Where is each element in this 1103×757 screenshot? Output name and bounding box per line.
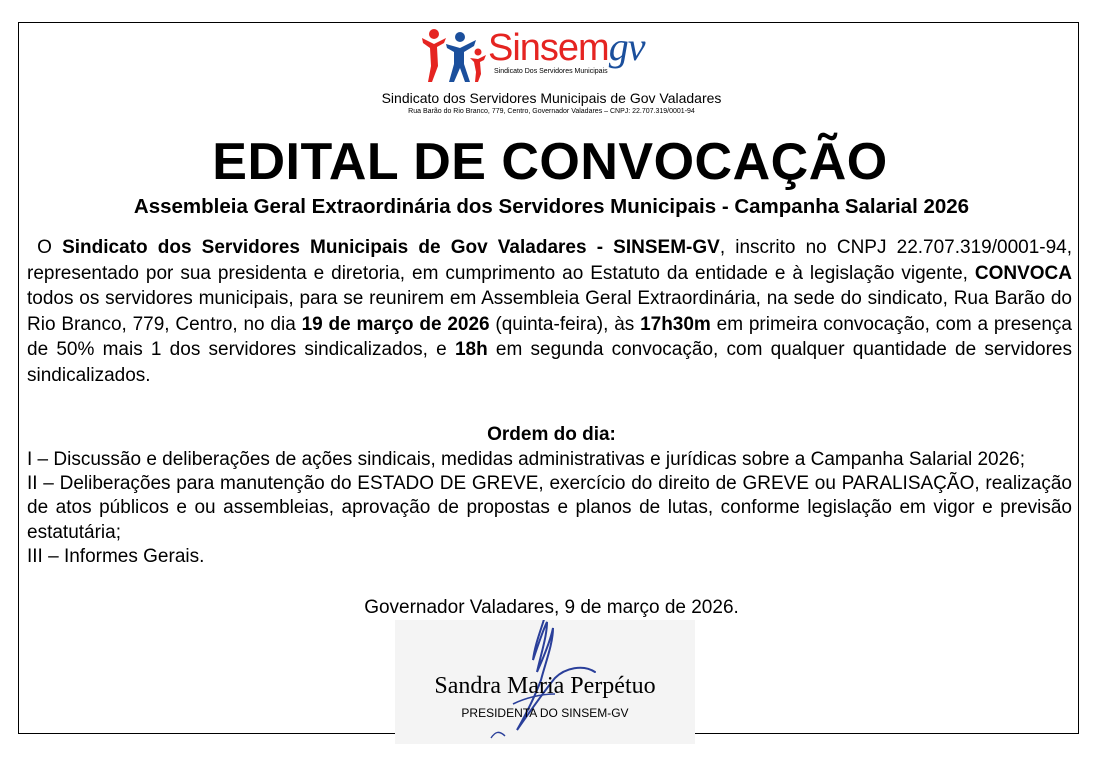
organization-name: Sindicato dos Servidores Municipais de Gov Valadares (381, 90, 722, 106)
signatory-name: Sandra Maria Perpétuo (434, 673, 656, 699)
agenda-item: III – Informes Gerais. (27, 545, 205, 567)
agenda-title: Ordem do dia: (487, 424, 616, 445)
organization-address: Rua Barão do Rio Branco, 779, Centro, Governador Valadares – CNPJ: 22.707.319/0001-94 (408, 108, 695, 115)
document-subtitle: Assembleia Geral Extraordinária dos Servidores Municipais - Campanha Salarial 2026 (133, 195, 970, 218)
signature-block (395, 620, 695, 744)
document-title: EDITAL DE CONVOCAÇÃO (212, 133, 888, 191)
signatory-role: PRESIDENTA DO SINSEM-GV (461, 706, 629, 720)
agenda-item: I – Discussão e deliberações de ações sindicais, medidas administrativas e jurídicas sobre a Campanha Salarial 2026; (27, 449, 1026, 470)
sinsem-logo (420, 26, 680, 84)
convocation-paragraph: O Sindicato dos Servidores Municipais de Gov Valadares - SINSEM-GV, inscrito no CNPJ 22.707.319/0001-94, representado por sua presidenta e diretoria, em cumprimento ao Estatuto da entidade e à legislação vigente, CONVOCA todos os servidores municipais, para se reunirem em Assembleia Geral Extraordinária, na sede do sindicato, Rua Barão do Rio Branco, 779, Centro, no dia 19 de março de 2026 (quinta-feira), às 17h30m em primeira convocação, com a presença de 50% mais 1 dos servidores sindicalizados, e 18h em segunda convocação, com qualquer quantidade de servidores sindicalizados. (27, 237, 1073, 386)
logo-wordmark: Sinsemgv (488, 24, 645, 69)
agenda-list (27, 448, 1072, 569)
date-line: Governador Valadares, 9 de março de 2026. (364, 597, 739, 618)
logo-tagline: Sindicato Dos Servidores Municipais (494, 68, 608, 75)
people-figures-icon (420, 26, 490, 84)
agenda-item: II – Deliberações para manutenção do ESTADO DE GREVE, exercício do direito de GREVE ou PARALISAÇÃO, realização de atos públicos e ou assembleias, aprovação de propostas e planos de lutas, conforme legislação em vigor e previsão estatutária; (27, 473, 1072, 543)
